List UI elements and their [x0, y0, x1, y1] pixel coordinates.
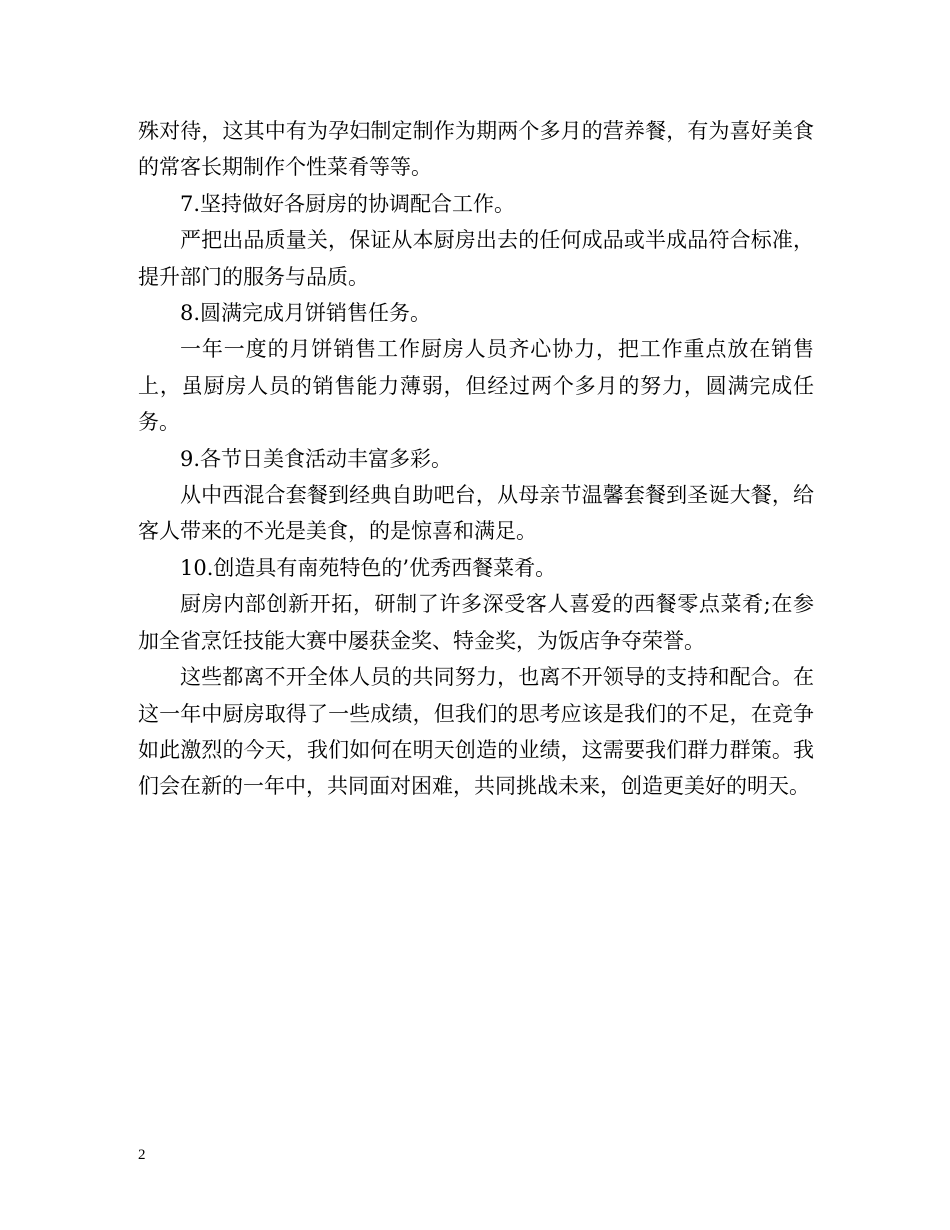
paragraph: 一年一度的月饼销售工作厨房人员齐心协力，把工作重点放在销售上，虽厨房人员的销售能力薄弱，但经过两个多月的努力，圆满完成任务。	[138, 337, 814, 435]
paragraph: 厨房内部创新开拓，研制了许多深受客人喜爱的西餐零点菜肴;在参加全省烹饪技能大赛中屡获金奖、特金奖，为饭店争夺荣誉。	[138, 592, 814, 653]
document-body	[138, 113, 814, 805]
closing-paragraph: 这些都离不开全体人员的共同努力，也离不开领导的支持和配合。在这一年中厨房取得了一些成绩，但我们的思考应该是我们的不足，在竞争如此激烈的今天，我们如何在明天创造的业绩，这需要我们群力群策。我们会在新的一年中，共同面对困难，共同挑战未来，创造更美好的明天。	[138, 665, 814, 799]
paragraph: 从中西混合套餐到经典自助吧台，从母亲节温馨套餐到圣诞大餐，给客人带来的不光是美食，的是惊喜和满足。	[138, 483, 814, 544]
paragraph: 严把出品质量关，保证从本厨房出去的任何成品或半成品符合标准，提升部门的服务与品质。	[138, 228, 814, 289]
item-heading-9: 9.各节日美食活动丰富多彩。	[180, 446, 453, 471]
item-heading-8: 8.圆满完成月饼销售任务。	[180, 301, 432, 326]
page-number: 2	[138, 1147, 146, 1163]
paragraph-continuation: 殊对待，这其中有为孕妇制定制作为期两个多月的营养餐，有为喜好美食的常客长期制作个性菜肴等等。	[138, 119, 814, 180]
item-heading-7: 7.坚持做好各厨房的协调配合工作。	[180, 191, 516, 216]
item-heading-10: 10.创造具有南苑特色的’优秀西餐菜肴。	[180, 555, 557, 580]
